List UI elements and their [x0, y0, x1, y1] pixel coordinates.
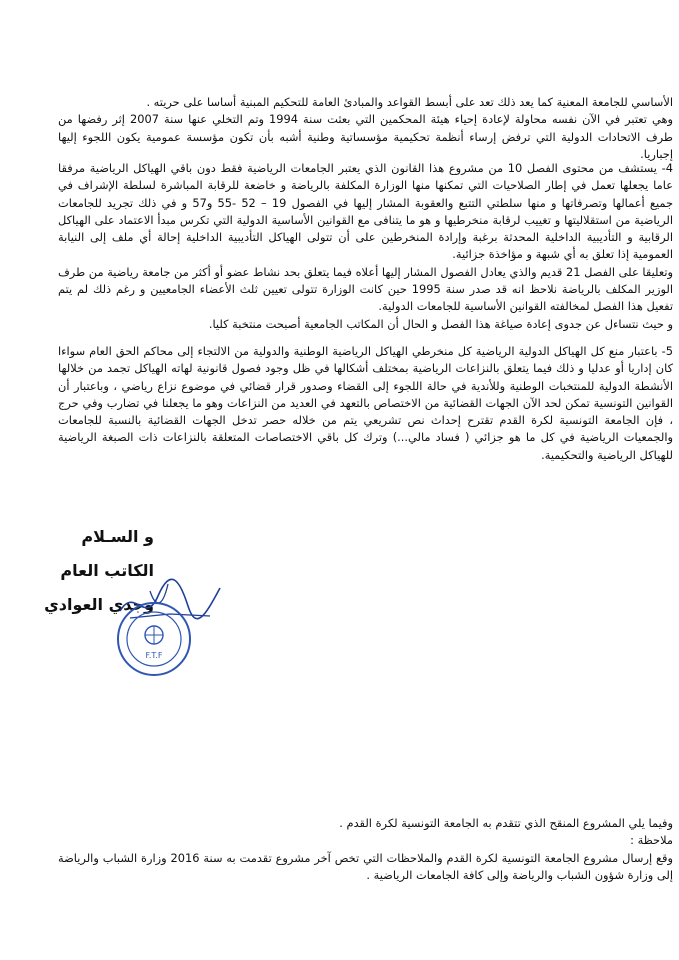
- point-4-comment: وتعليقا على الفصل 21 قديم والذي يعادل الفصول المشار إليها أعلاه فيما يتعلق بحد نشاط عضو أو أكثر من جامعة رياضية من طرف الوزير المكلف بالرياضة نلاحظ انه قد صدر سنة 1995 حين كانت الوزارة تتولى تعيين ثلث الأعضاء الجامعيين و رغم ذلك لم يتم تفعيل هذا الفصل لمخالفته القوانين الأساسية للجامعات الدولية.: [58, 264, 673, 314]
- point-4-question: و حيث نتساءل عن جدوى إعادة صياغة هذا الفصل و الحال أن المكاتب الجامعية أصبحت منتخبة كليا.: [208, 316, 673, 331]
- svg-text:F.T.F: F.T.F: [145, 651, 163, 660]
- footer-line-2: وقع إرسال مشروع الجامعة التونسية لكرة القدم والملاحظات التي تخص آخر مشروع تقدمت به سنة 2016 وزارة الشباب والرياضة إلى وزارة شؤون الشباب والرياضة وإلى كافة الجامعات الرياضية .: [58, 850, 673, 882]
- paragraph-intro-line-2: وهي تعتبر في الآن نفسه محاولة لإعادة إحياء هيئة المحكمين التي بعثت سنة 1994 وتم التخلي عنها سنة 2007 إثر رفضها من طرف الاتحادات الدولية التي ترفض إرساء أنظمة تحكيمية مؤسساتية وطنية أشبه بأن تكون مؤسسة عمومية يكون اللجوء إليها إجباريا.: [58, 112, 673, 161]
- footer-notes: [58, 815, 673, 884]
- paragraph-intro: [58, 94, 673, 163]
- point-4-text: 4- يستشف من محتوى الفصل 10 من مشروع هذا القانون الذي يعتبر الجامعات الرياضية فقط دون باقي الهياكل الرياضية مرفقا عاما يجعلها تعمل في إطار الصلاحيات التي تمكنها منها الوزارة المكلفة بالرياضة و خاضعة للرقابة المباشرة لسلطة الإشراف في جميع أعمالها وتصرفاتها و منها سلطتي التتبع والعقوبة المشار إليها في الفصول 19 – 52 -55 و57 و في ذلك تجريد للجامعات الرياضية من استقلاليتها و تغييب لرقابة منخرطيها و هو ما يتنافى مع القوانين الأساسية الدولية التي تكرس مبدأ الاعتماد على الهياكل الرقابية و التأديبية الداخلية المحدثة برغبة وإرادة المنخرطين على أن تتولى الهياكل التأديبية الداخلية إحالة أي ملف إلى النيابة العمومية إذا تعلق به أي شبهة و مؤاخذة جزائية.: [58, 161, 674, 262]
- footer-note-label: ملاحظة :: [630, 833, 673, 848]
- closing-greeting: و السـلام: [81, 527, 154, 546]
- paragraph-point-5: [58, 343, 673, 464]
- paragraph-point-4: [58, 160, 673, 333]
- signatory-name: وجدي العوادي: [44, 595, 154, 614]
- footer-line-1: وفيما يلي المشروع المنقح الذي تتقدم به الجامعة التونسية لكرة القدم .: [339, 816, 673, 830]
- federation-stamp: [115, 600, 193, 678]
- signatory-title: الكاتب العام: [60, 561, 154, 580]
- point-5-text: 5- باعتبار منع كل الهياكل الدولية الرياضية كل منخرطي الهياكل الرياضية الوطنية والدولية من الالتجاء إلى محاكم الحق العام سواءا كان إداريا أو عدليا و ذلك فيما يتعلق بالنزاعات الرياضية بمختلف أشكالها في ظل وجود فصول قانونية لهاته الهياكل تجمد من خلالها الأنشطة الدولية للمنتخبات الوطنية وللأندية في حالة اللجوء إلى القضاء وصدور قرار قضائي في موضوع نزاع رياضي ، وباعتبار أن القوانين التونسية تمكن لحد الآن الجهات القضائية من الاختصاص بالتعهد في العديد من النزاعات وهو ما يجعلنا في تضارب وفي حرج ، فإن الجامعة التونسية لكرة القدم تقترح إحداث نص تشريعي يتم من خلاله حصر تدخل الجهات القضائية بالنسبة للجامعات والجمعيات الرياضية في كل ما هو جزائي ( فساد مالي...) وترك كل باقي الاختصاصات المتعلقة بالنزاعات ذات الصبغة الرياضية للهياكل الرياضية والتحكيمية.: [58, 344, 673, 462]
- paragraph-intro-line-1: الأساسي للجامعة المعنية كما يعد ذلك تعد على أبسط القواعد والمبادئ العامة للتحكيم المبنية أساسا على حريته .: [146, 95, 673, 109]
